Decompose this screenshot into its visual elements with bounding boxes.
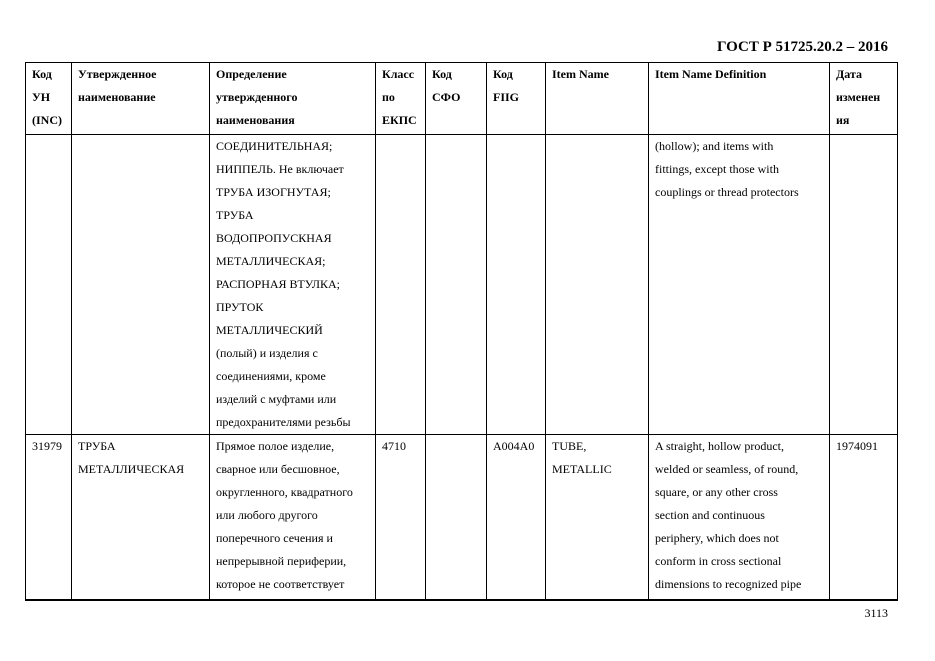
cell-class (376, 135, 426, 435)
cell-change-date (830, 135, 898, 435)
cell-definition: Прямое полое изделие, сварное или бесшовное, округленного, квадратного или любого другого поперечного сечения и непрерывной периферии, которое не соответствует (210, 435, 376, 601)
standard-designation: ГОСТ Р 51725.20.2 – 2016 (716, 39, 888, 55)
cell-definition: СОЕДИНИТЕЛЬНАЯ; НИППЕЛЬ. Не включает ТРУБА ИЗОГНУТАЯ; ТРУБА ВОДОПРОПУСКНАЯ МЕТАЛЛИЧЕСКАЯ; РАСПОРНАЯ ВТУЛКА; ПРУТОК МЕТАЛЛИЧЕСКИЙ (полый) и изделия с соединениями, кроме изделий с муфтами или предохранителями резьбы (210, 135, 376, 435)
header-item-name-definition: Item Name Definition (649, 63, 830, 135)
cell-item-name: TUBE, METALLIC (546, 435, 649, 601)
cell-inc (26, 135, 72, 435)
cell-sfo (426, 435, 487, 601)
cell-item-name (546, 135, 649, 435)
cell-item-name-definition: (hollow); and items with fittings, except those with couplings or thread protectors (649, 135, 830, 435)
table-header-row (26, 63, 898, 135)
cell-approved-name: ТРУБА МЕТАЛЛИЧЕСКАЯ (72, 435, 210, 601)
cell-sfo (426, 135, 487, 435)
cell-inc: 31979 (26, 435, 72, 601)
header-approved-name: Утвержденное наименование (72, 63, 210, 135)
table-row (26, 435, 898, 601)
header-change-date: Дата изменен ия (830, 63, 898, 135)
header-definition: Определение утвержденного наименования (210, 63, 376, 135)
header-class: Класс по ЕКПС (376, 63, 426, 135)
cell-class: 4710 (376, 435, 426, 601)
header-item-name: Item Name (546, 63, 649, 135)
cell-change-date: 1974091 (830, 435, 898, 601)
table-row (26, 135, 898, 435)
header-fiig: Код FIIG (487, 63, 546, 135)
header-inc: Код УН (INC) (26, 63, 72, 135)
cell-item-name-definition: A straight, hollow product, welded or seamless, of round, square, or any other cross section and continuous periphery, which does not conform in cross sectional dimensions to recognized pipe (649, 435, 830, 601)
cell-fiig (487, 135, 546, 435)
cell-fiig: A004A0 (487, 435, 546, 601)
page-number: 3113 (864, 606, 888, 620)
header-sfo: Код СФО (426, 63, 487, 135)
classification-table (25, 62, 898, 601)
cell-approved-name (72, 135, 210, 435)
